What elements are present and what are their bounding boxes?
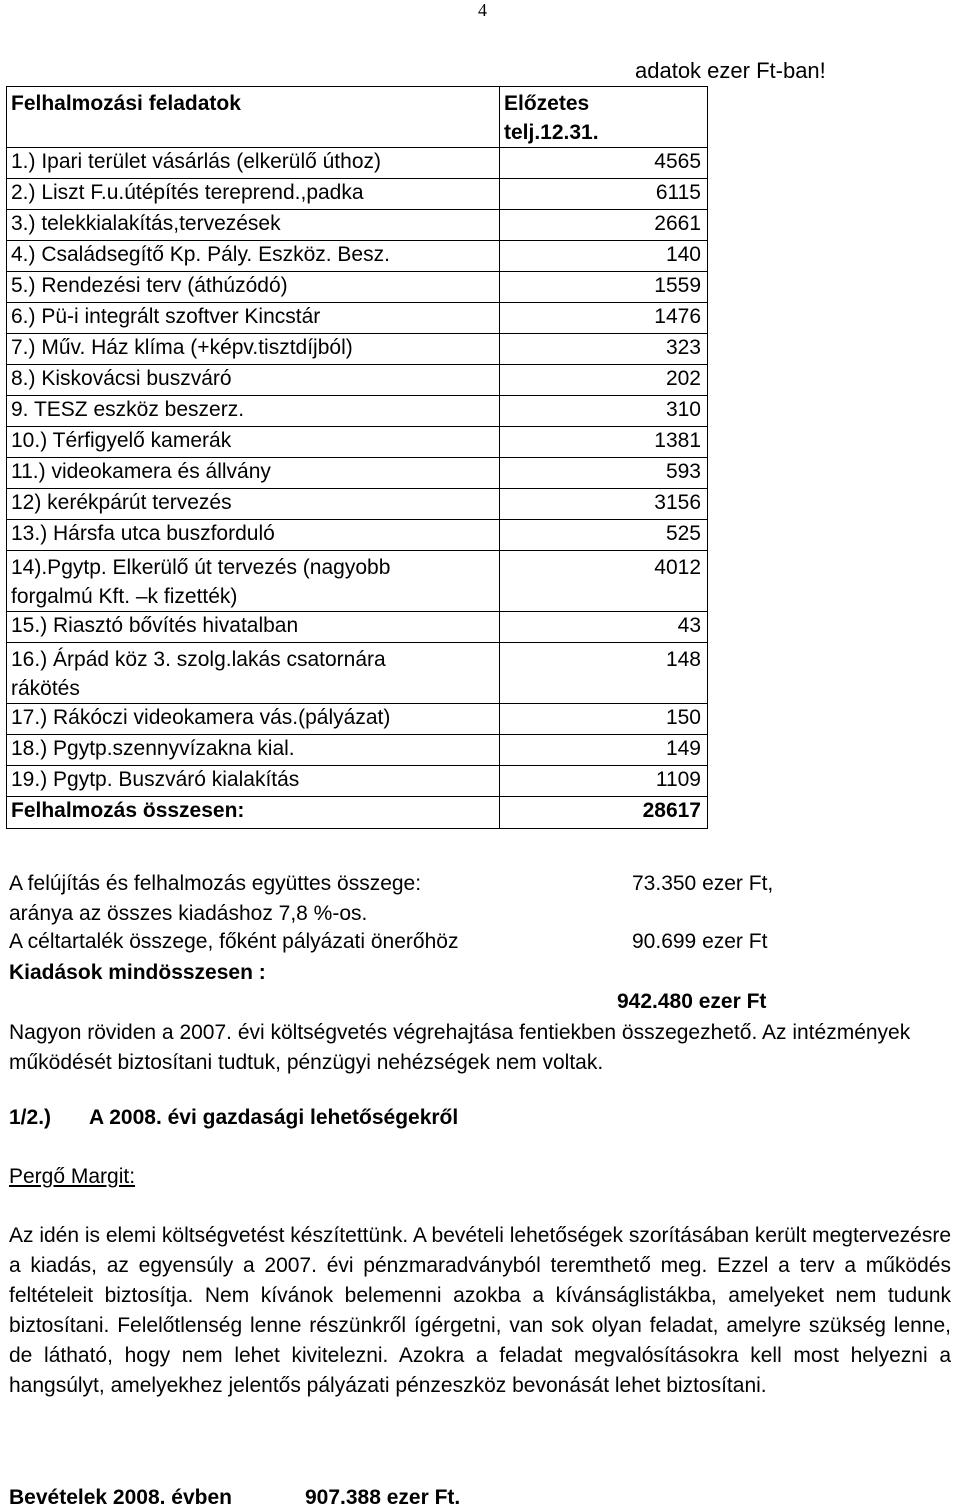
row-value: 2661 bbox=[500, 210, 708, 241]
table-row bbox=[7, 179, 708, 210]
header-value-line1: Előzetes bbox=[504, 92, 590, 115]
summary-line4-value: 942.480 ezer Ft bbox=[617, 990, 767, 1013]
header-value-cell bbox=[500, 87, 708, 148]
row-value: 4012 bbox=[500, 551, 708, 612]
table-row bbox=[7, 365, 708, 396]
row-value: 525 bbox=[500, 520, 708, 551]
table-row bbox=[7, 427, 708, 458]
row-value: 140 bbox=[500, 241, 708, 272]
row-value: 4565 bbox=[500, 148, 708, 179]
total-value: 28617 bbox=[500, 797, 708, 829]
speaker-name: Pergő Margit: bbox=[9, 1165, 136, 1188]
row-value: 323 bbox=[500, 334, 708, 365]
row-label-line1: 16.) Árpád köz 3. szolg.lakás csatornára bbox=[11, 648, 386, 671]
row-label: 9. TESZ eszköz beszerz. bbox=[7, 396, 500, 427]
row-label: 13.) Hársfa utca buszforduló bbox=[7, 520, 500, 551]
row-value: 202 bbox=[500, 365, 708, 396]
row-value: 148 bbox=[500, 643, 708, 704]
investment-table bbox=[6, 86, 708, 829]
table-row bbox=[7, 210, 708, 241]
row-label: 19.) Pgytp. Buszváró kialakítás bbox=[7, 766, 500, 797]
row-value: 1476 bbox=[500, 303, 708, 334]
row-label bbox=[7, 643, 500, 704]
row-label: 4.) Családsegítő Kp. Pály. Eszköz. Besz. bbox=[7, 241, 500, 272]
row-label-line2: forgalmú Kft. –k fizették) bbox=[11, 585, 238, 608]
table-row bbox=[7, 458, 708, 489]
row-label: 8.) Kiskovácsi buszváró bbox=[7, 365, 500, 396]
row-value: 149 bbox=[500, 735, 708, 766]
table-row bbox=[7, 272, 708, 303]
table-row bbox=[7, 334, 708, 365]
footer-label: Bevételek 2008. évben bbox=[9, 1486, 232, 1509]
row-value: 1381 bbox=[500, 427, 708, 458]
unit-note: adatok ezer Ft-ban! bbox=[635, 58, 826, 83]
row-label bbox=[7, 551, 500, 612]
summary-line3-label: A céltartalék összege, főként pályázati önerőhöz bbox=[9, 930, 459, 953]
summary-line3-value: 90.699 ezer Ft bbox=[632, 930, 768, 953]
row-label: 2.) Liszt F.u.útépítés tereprend.,padka bbox=[7, 179, 500, 210]
row-label: 11.) videokamera és állvány bbox=[7, 458, 500, 489]
row-value: 3156 bbox=[500, 489, 708, 520]
row-label: 17.) Rákóczi videokamera vás.(pályázat) bbox=[7, 704, 500, 735]
row-label-line2: rákötés bbox=[11, 677, 80, 700]
summary-line2: aránya az összes kiadáshoz 7,8 %-os. bbox=[9, 902, 368, 925]
total-label: Felhalmozás összesen: bbox=[7, 797, 500, 829]
header-label-cell bbox=[7, 87, 500, 148]
row-label: 1.) Ipari terület vásárlás (elkerülő úthoz) bbox=[7, 148, 500, 179]
row-value: 1109 bbox=[500, 766, 708, 797]
table-row bbox=[7, 551, 708, 612]
table-row bbox=[7, 489, 708, 520]
row-label: 5.) Rendezési terv (áthúzódó) bbox=[7, 272, 500, 303]
row-label: 18.) Pgytp.szennyvízakna kial. bbox=[7, 735, 500, 766]
header-value-line2: telj.12.31. bbox=[504, 121, 599, 144]
section-number: 1/2.) bbox=[9, 1106, 52, 1129]
table-row bbox=[7, 704, 708, 735]
row-label-line1: 14).Pgytp. Elkerülő út tervezés (nagyobb bbox=[11, 556, 391, 579]
row-label: 3.) telekkialakítás,tervezések bbox=[7, 210, 500, 241]
row-label: 10.) Térfigyelő kamerák bbox=[7, 427, 500, 458]
row-value: 310 bbox=[500, 396, 708, 427]
row-value: 593 bbox=[500, 458, 708, 489]
row-value: 1559 bbox=[500, 272, 708, 303]
row-label: 7.) Műv. Ház klíma (+képv.tisztdíjból) bbox=[7, 334, 500, 365]
table-total-row bbox=[7, 797, 708, 829]
page-number: 4 bbox=[478, 0, 487, 20]
table-header-row bbox=[7, 87, 708, 148]
section-title: A 2008. évi gazdasági lehetőségekről bbox=[89, 1106, 459, 1129]
table-row bbox=[7, 612, 708, 643]
summary-line1-label: A felújítás és felhalmozás együttes összege: bbox=[9, 872, 422, 895]
table-row bbox=[7, 241, 708, 272]
table-row bbox=[7, 148, 708, 179]
table-row bbox=[7, 303, 708, 334]
row-label: 12) kerékpárút tervezés bbox=[7, 489, 500, 520]
footer-value: 907.388 ezer Ft. bbox=[305, 1486, 461, 1509]
table-row bbox=[7, 766, 708, 797]
table-row bbox=[7, 520, 708, 551]
section-heading bbox=[9, 1106, 458, 1130]
row-value: 43 bbox=[500, 612, 708, 643]
table-row bbox=[7, 396, 708, 427]
table-row bbox=[7, 643, 708, 704]
row-label: 15.) Riasztó bővítés hivatalban bbox=[7, 612, 500, 643]
header-label: Felhalmozási feladatok bbox=[11, 92, 241, 115]
row-value: 6115 bbox=[500, 179, 708, 210]
paragraph-speech: Az idén is elemi költségvetést készítettünk. A bevételi lehetőségek szorításában került megtervezésre a kiadás, az egyensúly a 2007. évi pénzmaradványból teremthető meg. Ezzel a terv a működés feltételeit biztosítja. Nem kívánok belemenni azokba a kívánságlistákba, amelyeket nem tudunk biztosítani. Felelőtlenség lenne részünkről ígérgetni, van sok olyan feladat, amelyre szükség lenne, de látható, hogy nem lehet kivitelezni. Azokra a feladat megvalósításokra kell most helyezni a hangsúlyt, amelyekhez jelentős pályázati pénzeszköz bevonását lehet biztosítani. bbox=[9, 1224, 951, 1397]
summary-line1-value: 73.350 ezer Ft, bbox=[632, 872, 774, 895]
summary-line4-label: Kiadások mindösszesen : bbox=[9, 961, 266, 984]
table-row bbox=[7, 735, 708, 766]
paragraph-summary: Nagyon röviden a 2007. évi költségvetés végrehajtása fentiekben összegezhető. Az intézmények működését biztosítani tudtuk, pénzügyi nehézségek nem voltak. bbox=[9, 1021, 911, 1074]
row-label: 6.) Pü-i integrált szoftver Kincstár bbox=[7, 303, 500, 334]
row-value: 150 bbox=[500, 704, 708, 735]
